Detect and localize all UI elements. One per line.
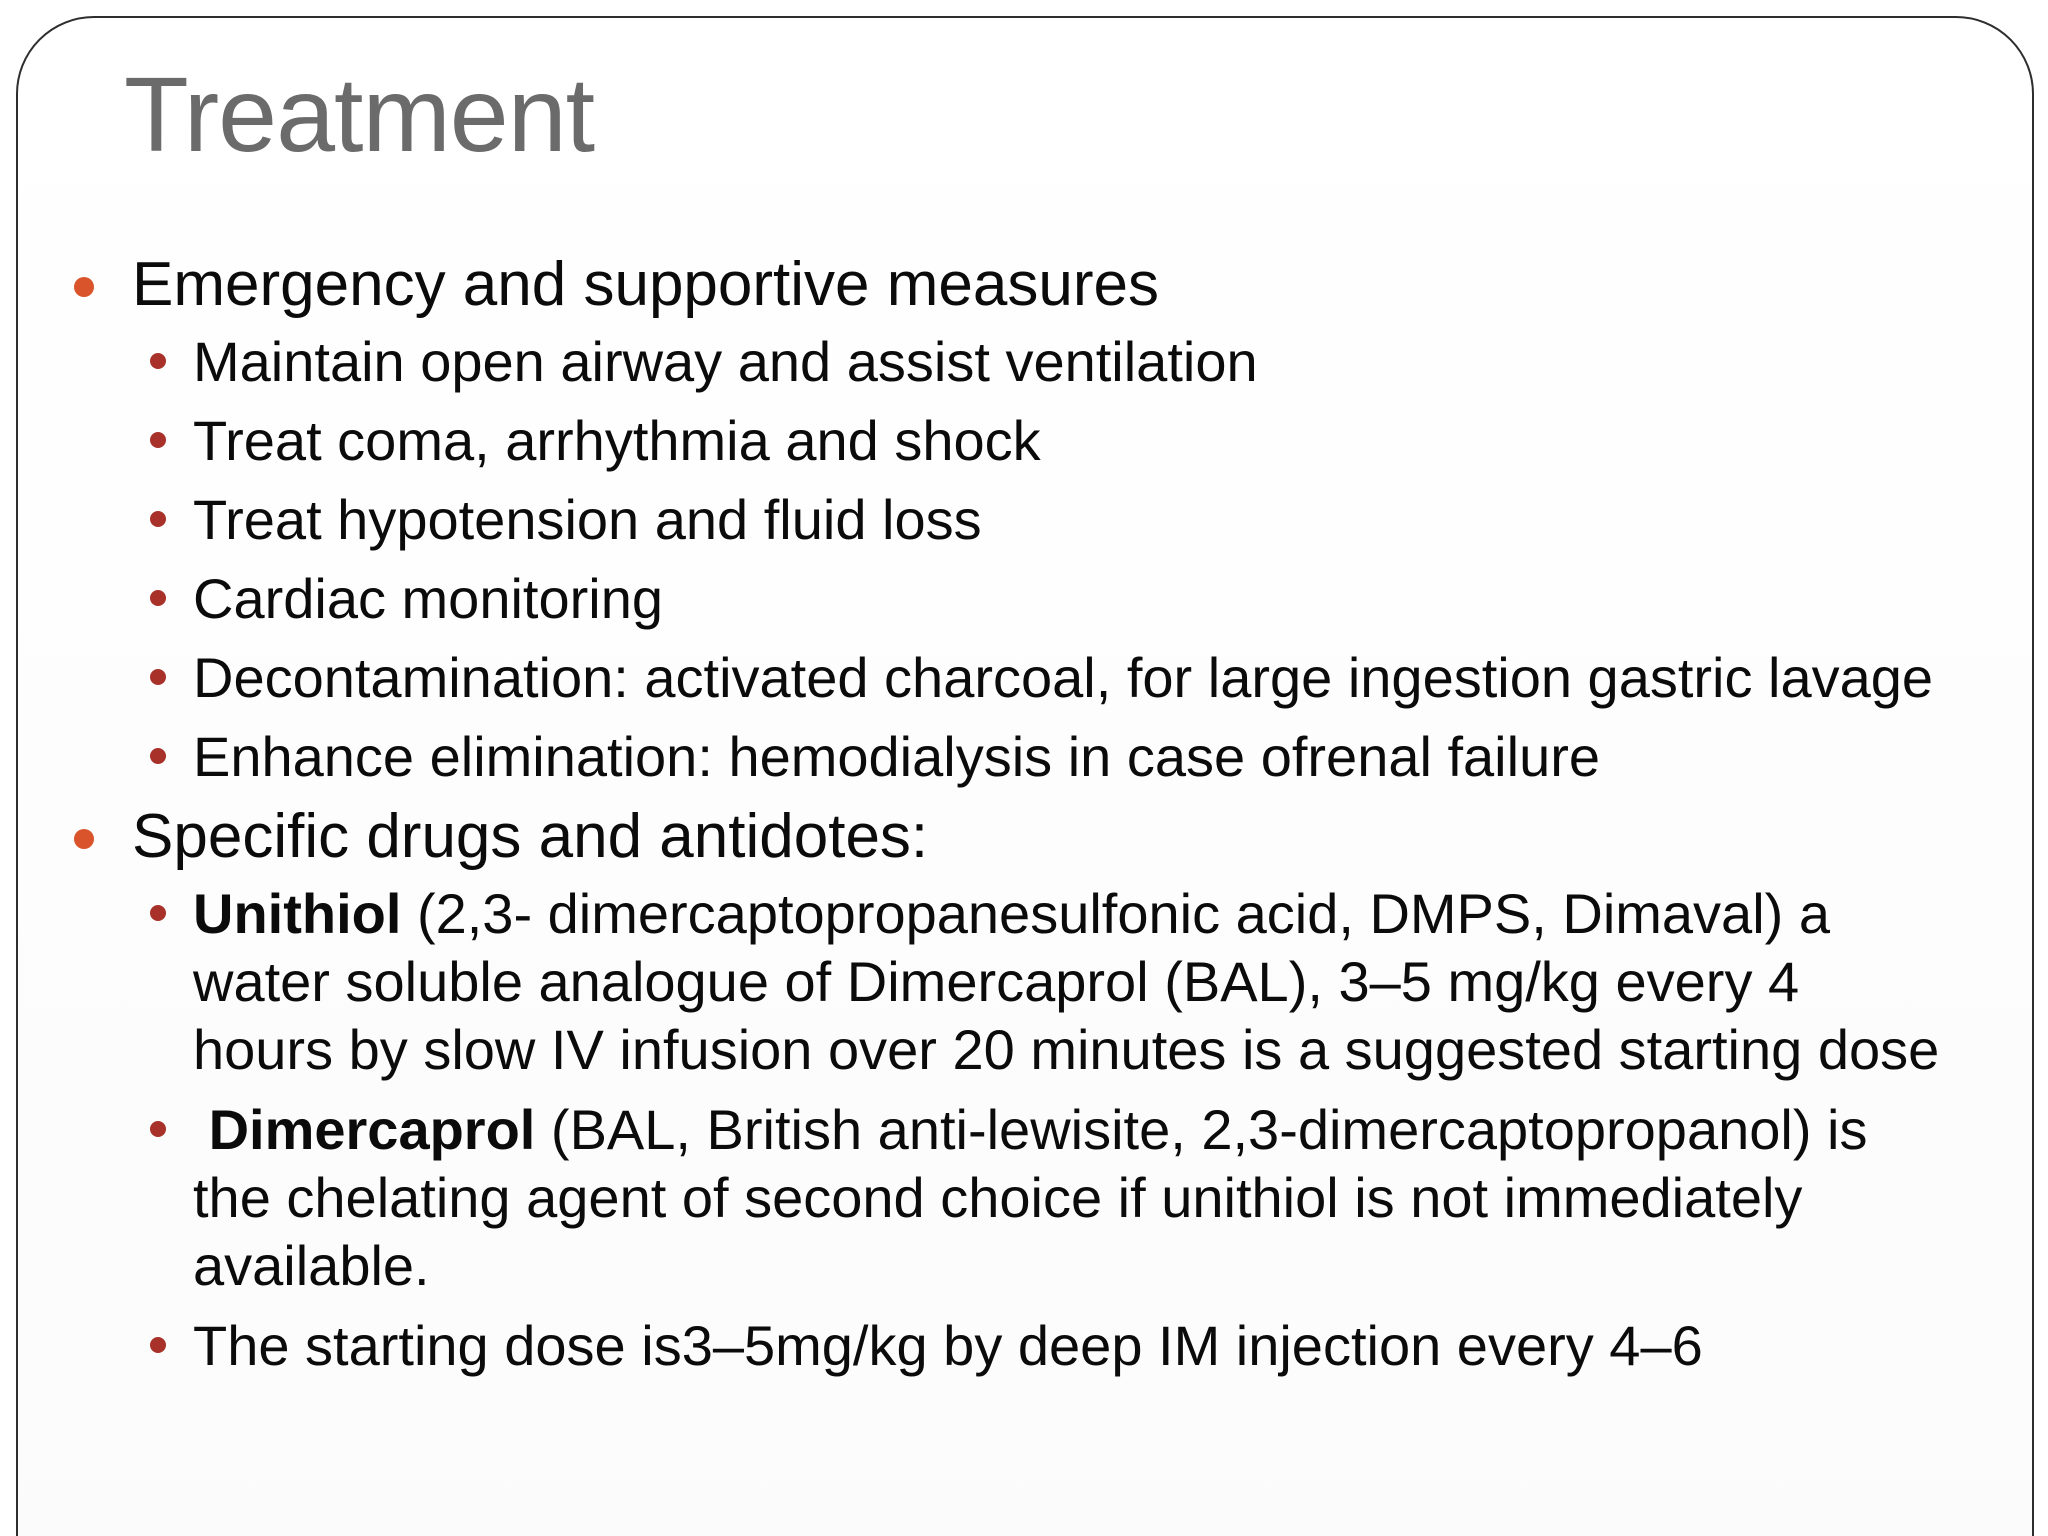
list-item-text [193,880,1940,1084]
list-item-text: Treat hypotension and fluid loss [193,488,982,551]
slide-title: Treatment [124,56,595,174]
drug-name: Dimercaprol [208,1098,536,1161]
sub-bullet-dot-icon [150,1121,166,1137]
bullet-list [0,250,2048,1380]
list-item [0,880,2000,1084]
list-item-text: Decontamination: activated charcoal, for large ingestion gastric lavage [193,646,1934,709]
sub-bullet-dot-icon [150,1337,166,1353]
list-item [0,328,2000,395]
sub-list [0,880,2048,1380]
sub-bullet-dot-icon [150,748,166,764]
slide-content [0,250,2048,1392]
sub-bullet-dot-icon [150,905,166,921]
list-item [0,723,2000,790]
list-item [0,1312,2000,1380]
list-item [0,486,2000,553]
list-item [0,565,2000,632]
list-item [0,407,2000,474]
list-item-text: Cardiac monitoring [193,567,663,630]
sub-bullet-dot-icon [150,353,166,369]
list-item-text [193,1312,1940,1380]
list-item-text: Maintain open airway and assist ventilation [193,330,1258,393]
sub-bullet-dot-icon [150,511,166,527]
drug-name: Unithiol [193,882,402,945]
bullet-dot-icon [74,829,94,849]
sub-bullet-dot-icon [150,432,166,448]
section-emergency [0,250,2048,790]
list-item-text: Treat coma, arrhythmia and shock [193,409,1041,472]
drug-description: The starting dose is3–5mg/kg by deep IM injection every 4–6 [193,1314,1703,1377]
list-item-text [193,1096,1940,1300]
sub-list [0,328,2048,790]
list-item [0,644,2000,711]
list-item-text: Enhance elimination: hemodialysis in case ofrenal failure [193,725,1600,788]
section-heading: Emergency and supportive measures [132,250,1159,319]
section-heading: Specific drugs and antidotes: [132,802,929,871]
sub-bullet-dot-icon [150,669,166,685]
sub-bullet-dot-icon [150,590,166,606]
list-item [0,1096,2000,1300]
bullet-dot-icon [74,277,94,297]
section-specific-drugs [0,802,2048,1380]
drug-description: (BAL, British anti-lewisite, 2,3-dimercaptopropanol) is the chelating agent of second choice if unithiol is not immediately available. [193,1098,1868,1297]
drug-description: (2,3- dimercaptopropanesulfonic acid, DMPS, Dimaval) a water soluble analogue of Dimercaprol (BAL), 3–5 mg/kg every 4 hours by slow IV infusion over 20 minutes is a suggested starting dose [193,882,1940,1081]
